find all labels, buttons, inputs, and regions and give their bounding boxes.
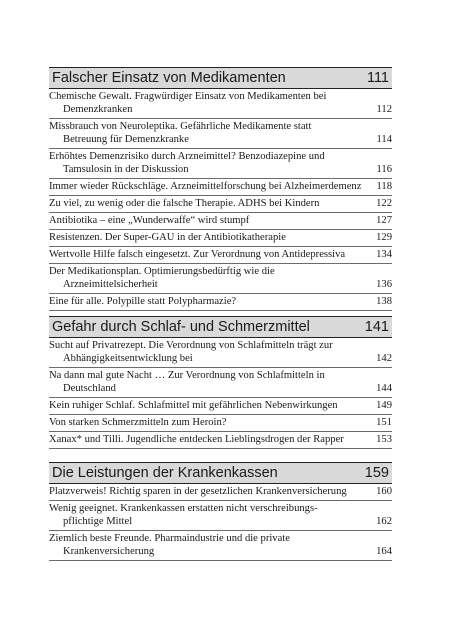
entry-page-number: 116 <box>376 164 392 175</box>
entry-title-line: Eine für alle. Polypille statt Polypharmazie? <box>49 296 237 307</box>
entry-title-line: Sucht auf Privatrezept. Die Verordnung von Schlafmitteln trägt zur <box>49 340 333 351</box>
section-page-number: 141 <box>364 319 389 335</box>
toc-entry <box>49 294 392 311</box>
entry-page-number: 114 <box>376 134 392 145</box>
entry-title-line: Deutschland <box>63 383 116 394</box>
toc-entry <box>49 230 392 247</box>
entry-title-line: Immer wieder Rückschläge. Arzneimittelforschung bei Alzheimerdemenz <box>49 181 362 192</box>
toc-section <box>49 67 392 311</box>
entry-title-line: Chemische Gewalt. Fragwürdiger Einsatz von Medikamenten bei <box>49 91 327 102</box>
section-page-number: 159 <box>364 465 389 481</box>
entry-page-number: 129 <box>376 232 392 243</box>
entry-title-line: Wertvolle Hilfe falsch eingesetzt. Zur Verordnung von Antidepressiva <box>49 249 346 260</box>
entry-page-number: 118 <box>376 181 392 192</box>
entry-title-line: Na dann mal gute Nacht … Zur Verordnung von Schlafmitteln in <box>49 370 325 381</box>
entry-title-line: Betreuung für Demenzkranke <box>63 134 189 145</box>
entry-page-number: 153 <box>376 434 392 445</box>
entry-page-number: 122 <box>376 198 392 209</box>
toc-entry <box>49 368 392 398</box>
section-page-number: 111 <box>366 70 389 86</box>
entry-page-number: 136 <box>376 279 392 290</box>
toc-entry <box>49 432 392 449</box>
entry-page-number: 138 <box>376 296 392 307</box>
toc-entry <box>49 415 392 432</box>
entry-title-line: Arzneimittelsicherheit <box>63 279 158 290</box>
toc-entry <box>49 531 392 561</box>
section-title: Gefahr durch Schlaf- und Schmerzmittel <box>52 319 310 335</box>
toc-entry <box>49 213 392 230</box>
section-heading <box>49 462 392 484</box>
toc-entry <box>49 119 392 149</box>
entry-title-line: Erhöhtes Demenzrisiko durch Arzneimittel? Benzodiazepine und <box>49 151 325 162</box>
entry-page-number: 144 <box>376 383 392 394</box>
entry-title-line: Abhängigkeitsentwicklung bei <box>63 353 193 364</box>
entry-title-line: Platzverweis! Richtig sparen in der gesetzlichen Krankenversicherung <box>49 486 347 497</box>
toc-entry <box>49 179 392 196</box>
toc-entry <box>49 149 392 179</box>
entry-title-line: Xanax* und Tilli. Jugendliche entdecken Lieblingsdrogen der Rapper <box>49 434 344 445</box>
toc-entry <box>49 89 392 119</box>
entry-title-line: Der Medikationsplan. Optimierungsbedürftig wie die <box>49 266 275 277</box>
toc-entry <box>49 247 392 264</box>
section-title: Die Leistungen der Krankenkassen <box>52 465 278 481</box>
entry-page-number: 142 <box>376 353 392 364</box>
entry-title-line: Krankenversicherung <box>63 546 155 557</box>
entry-title-line: Resistenzen. Der Super-GAU in der Antibiotikatherapie <box>49 232 286 243</box>
entry-title-line: Wenig geeignet. Krankenkassen erstatten nicht verschreibungs- <box>49 503 318 514</box>
toc-entry <box>49 484 392 501</box>
entry-page-number: 127 <box>376 215 392 226</box>
section-heading <box>49 316 392 338</box>
entry-title-line: Tamsulosin in der Diskussion <box>63 164 189 175</box>
toc-entry <box>49 264 392 294</box>
section-heading <box>49 67 392 89</box>
entry-title-line: Demenzkranken <box>63 104 133 115</box>
entry-page-number: 149 <box>376 400 392 411</box>
entry-page-number: 112 <box>376 104 392 115</box>
entry-title-line: Ziemlich beste Freunde. Pharmaindustrie und die private <box>49 533 290 544</box>
entry-title-line: Von starken Schmerzmitteln zum Heroin? <box>49 417 227 428</box>
entry-title-line: Zu viel, zu wenig oder die falsche Therapie. ADHS bei Kindern <box>49 198 320 209</box>
entry-title-line: pflichtige Mittel <box>63 516 133 527</box>
entry-title-line: Kein ruhiger Schlaf. Schlafmittel mit gefährlichen Nebenwirkungen <box>49 400 338 411</box>
toc-entry <box>49 501 392 531</box>
entry-title-line: Antibiotika – eine „Wunderwaffe“ wird stumpf <box>49 215 250 226</box>
entry-title-line: Missbrauch von Neuroleptika. Gefährliche Medikamente statt <box>49 121 312 132</box>
toc-section <box>49 316 392 449</box>
entry-page-number: 160 <box>376 486 392 497</box>
entry-page-number: 164 <box>376 546 392 557</box>
entry-page-number: 162 <box>376 516 392 527</box>
entry-page-number: 151 <box>376 417 392 428</box>
section-title: Falscher Einsatz von Medikamenten <box>52 70 286 86</box>
toc-entry <box>49 398 392 415</box>
toc-section <box>49 462 392 561</box>
entry-page-number: 134 <box>376 249 392 260</box>
toc-entry <box>49 338 392 368</box>
toc-entry <box>49 196 392 213</box>
